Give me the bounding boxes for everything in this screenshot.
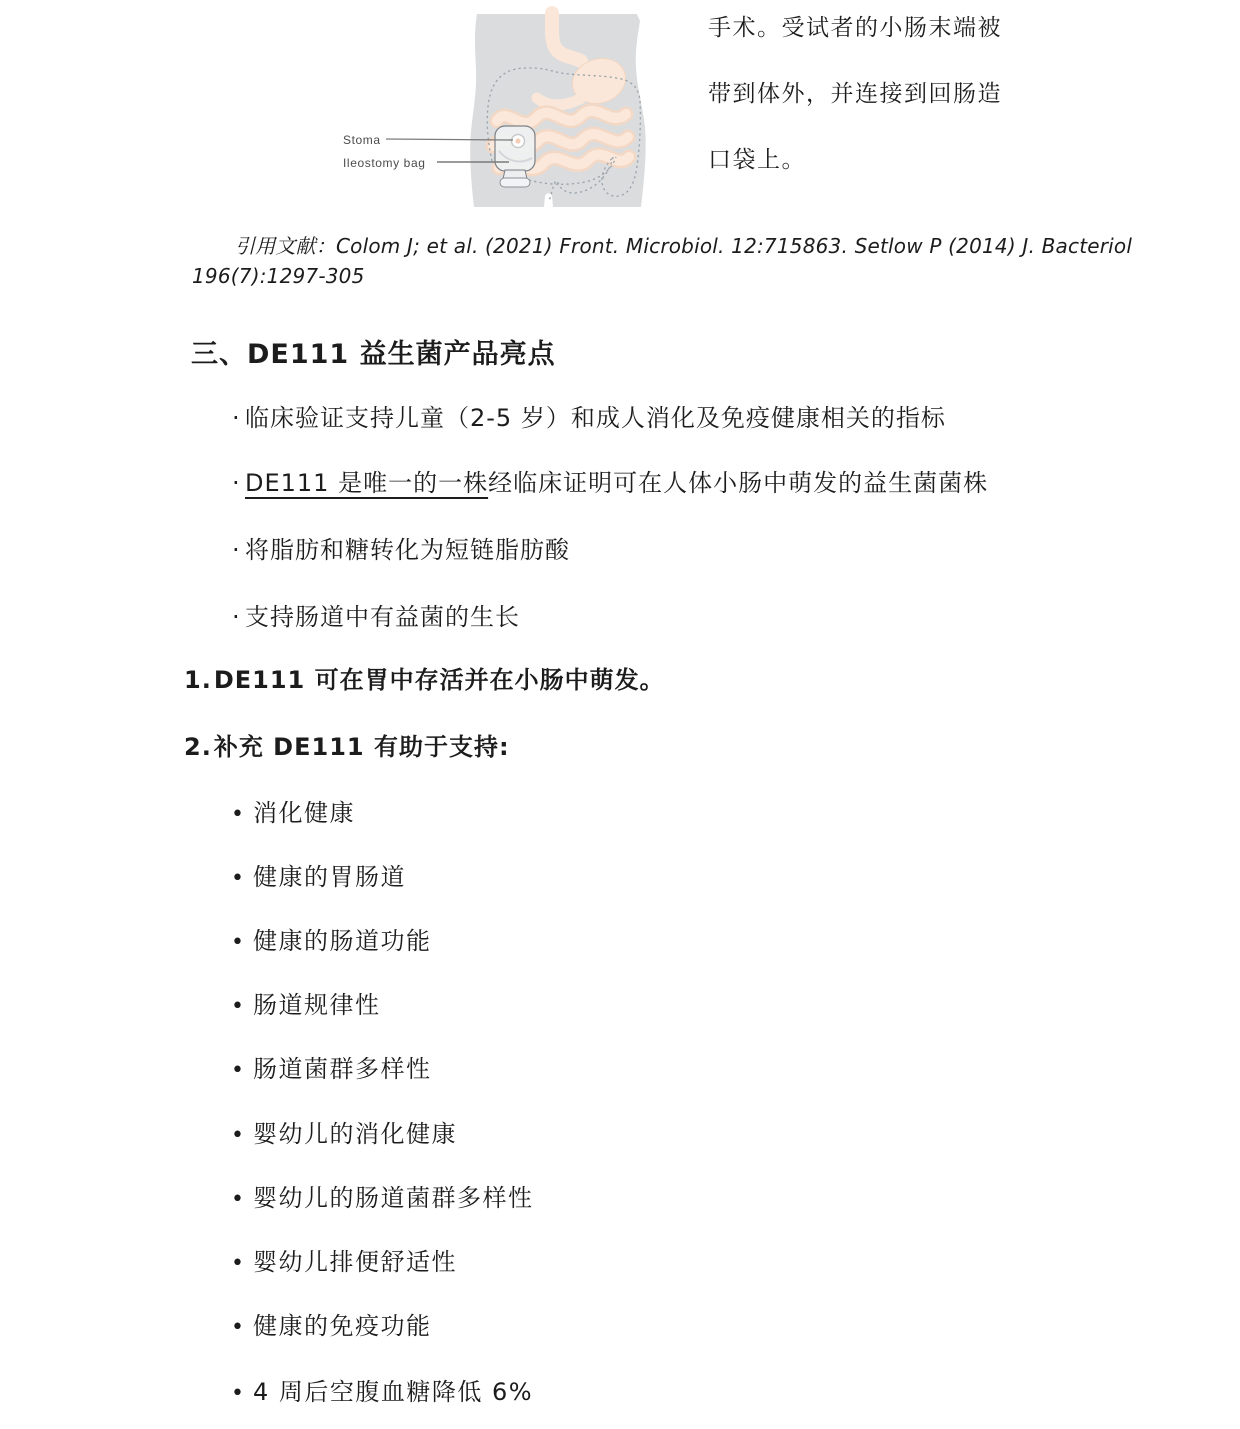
citation-line-1: 引用文献：Colom J; et al. (2021) Front. Microbiol. 12:715863. Setlow P (2014) J. Bacteriol <box>235 234 1133 258</box>
bullet-marker: • <box>231 866 246 891</box>
intro-line-3: 口袋上。 <box>708 147 806 173</box>
numbered-statement-1 <box>184 668 665 692</box>
benefit-text: 婴幼儿的肠道菌群多样性 <box>253 1184 534 1212</box>
highlight-bullet-3 <box>232 538 570 562</box>
stoma-label: Stoma <box>343 133 381 147</box>
benefit-item-8 <box>231 1250 457 1275</box>
benefit-item-1 <box>231 801 355 826</box>
bullet-marker: • <box>231 1251 246 1276</box>
benefit-text: 健康的胃肠道 <box>253 863 406 891</box>
citation-line-2: 196(7):1297-305 <box>192 264 365 288</box>
bullet-text: 支持肠道中有益菌的生长 <box>245 603 520 631</box>
numbered-statement-2 <box>184 735 510 759</box>
benefit-text: 婴幼儿的消化健康 <box>253 1120 457 1148</box>
statement-number: 2. <box>184 733 212 761</box>
intro-line-1: 手术。受试者的小肠末端被 <box>708 15 1002 41</box>
bullet-marker: · <box>232 469 241 497</box>
benefit-item-4 <box>231 993 381 1018</box>
section-heading: 三、DE111 益生菌产品亮点 <box>191 339 556 370</box>
bullet-marker: • <box>231 1315 246 1340</box>
benefit-text: 肠道菌群多样性 <box>253 1055 432 1083</box>
intro-line-2: 带到体外，并连接到回肠造 <box>708 81 1002 107</box>
benefit-item-3 <box>231 929 432 954</box>
highlight-bullet-4 <box>232 605 520 629</box>
statement-text: DE111 可在胃中存活并在小肠中萌发。 <box>213 666 665 694</box>
benefit-item-6 <box>231 1122 457 1147</box>
bullet-marker: • <box>231 802 246 827</box>
highlight-bullet-2 <box>232 471 988 495</box>
bullet-text: 将脂肪和糖转化为短链脂肪酸 <box>245 536 570 564</box>
ileostomy-bag-label: Ileostomy bag <box>343 156 426 170</box>
bullet-text: 经临床证明可在人体小肠中萌发的益生菌菌株 <box>488 469 989 497</box>
bullet-marker: • <box>231 1187 246 1212</box>
benefit-item-9 <box>231 1314 432 1339</box>
bullet-marker: • <box>231 1123 246 1148</box>
bullet-marker: • <box>231 1058 246 1083</box>
benefit-text: 婴幼儿排便舒适性 <box>253 1248 457 1276</box>
bullet-text: 临床验证支持儿童（2-5 岁）和成人消化及免疫健康相关的指标 <box>245 404 946 432</box>
benefit-text: 消化健康 <box>253 799 355 827</box>
bullet-marker: • <box>231 1381 246 1406</box>
benefit-item-5 <box>231 1057 432 1082</box>
bullet-marker: · <box>232 536 241 564</box>
bullet-marker: · <box>232 603 241 631</box>
ileostomy-illustration <box>340 5 670 220</box>
bullet-marker: • <box>231 930 246 955</box>
benefit-item-7 <box>231 1186 534 1211</box>
statement-number: 1. <box>184 666 212 694</box>
bullet-marker: · <box>232 404 241 432</box>
benefit-text: 健康的免疫功能 <box>253 1312 432 1340</box>
benefit-item-2 <box>231 865 406 890</box>
benefit-text: 肠道规律性 <box>253 991 381 1019</box>
benefit-text: 健康的肠道功能 <box>253 927 432 955</box>
benefit-item-10 <box>231 1380 533 1405</box>
highlight-bullet-1 <box>232 406 946 430</box>
underlined-claim: DE111 是唯一的一株 <box>245 469 489 497</box>
benefit-text: 4 周后空腹血糖降低 6% <box>253 1378 534 1406</box>
statement-text: 补充 DE111 有助于支持: <box>213 733 510 761</box>
bullet-marker: • <box>231 994 246 1019</box>
